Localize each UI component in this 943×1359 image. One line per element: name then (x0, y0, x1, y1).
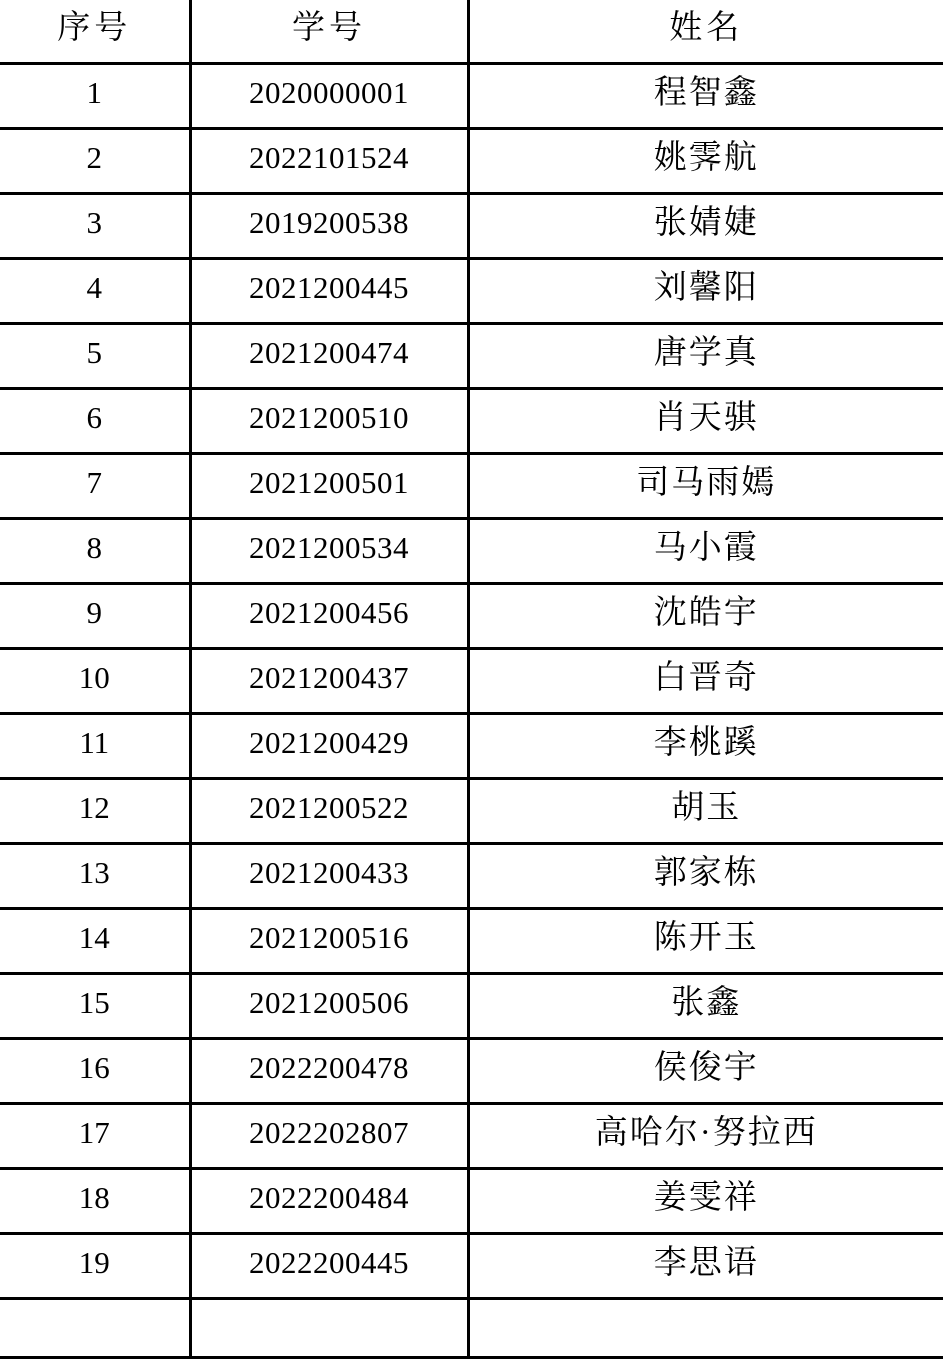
cell-name-text: 张婧婕 (653, 205, 759, 241)
cell-name-text: 沈皓宇 (653, 595, 759, 631)
cell-name (468, 194, 943, 259)
cell-student-id (190, 194, 468, 259)
cell-index-text: 3 (86, 205, 102, 240)
cell-name-text: 郭家栋 (653, 855, 759, 891)
cell-index-text: 9 (86, 595, 102, 630)
cell-name (468, 1169, 943, 1234)
cell-index-text: 11 (79, 725, 110, 760)
cell-student-id-text: 2020000001 (249, 75, 409, 110)
cell-index (0, 64, 190, 129)
cell-index (0, 779, 190, 844)
cell-name-text: 李思语 (653, 1245, 759, 1281)
cell-name-text: 高哈尔·努拉西 (594, 1115, 818, 1151)
table-row (0, 909, 943, 974)
cell-name-text: 姚霁航 (653, 140, 759, 176)
cell-student-id (190, 1039, 468, 1104)
cell-index (0, 1039, 190, 1104)
cell-index-text: 10 (78, 660, 110, 695)
cell-student-id-text: 2021200456 (249, 595, 409, 630)
cell-student-id-text: 2021200433 (249, 855, 409, 890)
cell-index-text: 18 (78, 1180, 110, 1215)
cell-student-id (190, 1169, 468, 1234)
cell-name (468, 1039, 943, 1104)
cell-name (468, 714, 943, 779)
cell-student-id-text: 2019200538 (249, 205, 409, 240)
cell-student-id (190, 779, 468, 844)
column-header-name-label: 姓名 (669, 10, 744, 46)
cell-name (468, 454, 943, 519)
table-row (0, 649, 943, 714)
cell-name-text: 陈开玉 (653, 920, 759, 956)
cell-index-text: 6 (86, 400, 102, 435)
cell-name-text: 程智鑫 (653, 75, 759, 111)
cell-index (0, 909, 190, 974)
table-row (0, 129, 943, 194)
cell-name (468, 584, 943, 649)
cell-name (468, 974, 943, 1039)
cell-student-id (190, 259, 468, 324)
cell-index (0, 1104, 190, 1169)
cell-name-text: 马小霞 (653, 530, 759, 566)
cell-name (468, 1104, 943, 1169)
table-row (0, 714, 943, 779)
table-row (0, 1169, 943, 1234)
table-row (0, 1039, 943, 1104)
cell-name-text: 肖天骐 (653, 400, 759, 436)
cell-name (468, 129, 943, 194)
cell-index-text: 19 (78, 1245, 110, 1280)
table-row (0, 584, 943, 649)
cell-index (0, 584, 190, 649)
cell-index (0, 1169, 190, 1234)
cell-student-id (190, 649, 468, 714)
cell-index (0, 519, 190, 584)
cell-student-id (190, 1104, 468, 1169)
cell-name-text: 李桃蹊 (653, 725, 759, 761)
cell-student-id (190, 64, 468, 129)
cell-student-id-text: 2021200510 (249, 400, 409, 435)
cell-index (0, 389, 190, 454)
cell-student-id-text: 2021200474 (249, 335, 409, 370)
column-header-student-id-label: 学号 (292, 10, 366, 46)
table-row (0, 519, 943, 584)
cell-index-text: 16 (78, 1050, 110, 1085)
table-row (0, 64, 943, 129)
cell-index-text: 7 (86, 465, 102, 500)
cell-student-id-text: 2021200437 (249, 660, 409, 695)
cell-name-text: 白晋奇 (653, 660, 759, 696)
cell-student-id (190, 1299, 468, 1358)
cell-student-id (190, 389, 468, 454)
column-header-index-label: 序号 (57, 10, 132, 46)
cell-student-id (190, 974, 468, 1039)
cell-index (0, 714, 190, 779)
cell-index (0, 259, 190, 324)
cell-index-text: 17 (78, 1115, 110, 1150)
cell-index (0, 129, 190, 194)
table-row (0, 389, 943, 454)
cell-name (468, 779, 943, 844)
cell-index-text: 8 (86, 530, 102, 565)
cell-index-text: 2 (86, 140, 102, 175)
cell-name-text: 胡玉 (671, 790, 742, 826)
table-row (0, 844, 943, 909)
cell-student-id-text: 2021200445 (249, 270, 409, 305)
cell-student-id (190, 129, 468, 194)
table-row (0, 1234, 943, 1299)
cell-index (0, 1234, 190, 1299)
cell-student-id (190, 909, 468, 974)
column-header-student-id (190, 0, 468, 64)
cell-name (468, 909, 943, 974)
table-body (0, 64, 943, 1358)
cell-name (468, 324, 943, 389)
cell-student-id (190, 324, 468, 389)
cell-name-text: 张鑫 (671, 985, 742, 1021)
cell-student-id-text: 2021200534 (249, 530, 409, 565)
cell-index (0, 974, 190, 1039)
cell-student-id (190, 519, 468, 584)
cell-index (0, 324, 190, 389)
column-header-index (0, 0, 190, 64)
cell-name (468, 1299, 943, 1358)
cell-student-id-text: 2022202807 (249, 1115, 409, 1150)
cell-student-id (190, 844, 468, 909)
cell-index (0, 844, 190, 909)
cell-name-text: 侯俊宇 (653, 1050, 759, 1086)
cell-student-id (190, 1234, 468, 1299)
cell-student-id (190, 454, 468, 519)
cell-index-text: 4 (86, 270, 102, 305)
table-row (0, 194, 943, 259)
cell-name (468, 1234, 943, 1299)
cell-student-id-text: 2021200429 (249, 725, 409, 760)
cell-name (468, 64, 943, 129)
cell-student-id-text: 2022200445 (249, 1245, 409, 1280)
cell-student-id-text: 2022200484 (249, 1180, 409, 1215)
table-row (0, 974, 943, 1039)
cell-student-id (190, 584, 468, 649)
cell-index-text: 15 (78, 985, 110, 1020)
cell-name-text: 司马雨嫣 (636, 465, 777, 501)
cell-index-text: 12 (78, 790, 110, 825)
table-header-row (0, 0, 943, 64)
cell-student-id-text: 2022200478 (249, 1050, 409, 1085)
cell-student-id-text: 2021200506 (249, 985, 409, 1020)
cell-index (0, 454, 190, 519)
cell-student-id (190, 714, 468, 779)
cell-name (468, 844, 943, 909)
cell-index (0, 649, 190, 714)
table-row (0, 1104, 943, 1169)
cell-student-id-text: 2022101524 (249, 140, 409, 175)
column-header-name (468, 0, 943, 64)
table-row (0, 454, 943, 519)
table-row-clipped (0, 1299, 943, 1358)
cell-index (0, 194, 190, 259)
cell-name (468, 519, 943, 584)
table-row (0, 259, 943, 324)
cell-index-text: 5 (86, 335, 102, 370)
cell-name (468, 649, 943, 714)
cell-name-text: 刘馨阳 (653, 270, 759, 306)
cell-index-text: 1 (86, 75, 102, 110)
cell-name (468, 259, 943, 324)
cell-index-text: 14 (78, 920, 110, 955)
cell-name-text: 姜雯祥 (653, 1180, 759, 1216)
cell-name (468, 389, 943, 454)
table-row (0, 779, 943, 844)
cell-student-id-text: 2021200501 (249, 465, 409, 500)
cell-name-text: 唐学真 (653, 335, 759, 371)
cell-index-text: 13 (78, 855, 110, 890)
cell-student-id-text: 2021200522 (249, 790, 409, 825)
cell-student-id-text: 2021200516 (249, 920, 409, 955)
cell-index (0, 1299, 190, 1358)
table-row (0, 324, 943, 389)
